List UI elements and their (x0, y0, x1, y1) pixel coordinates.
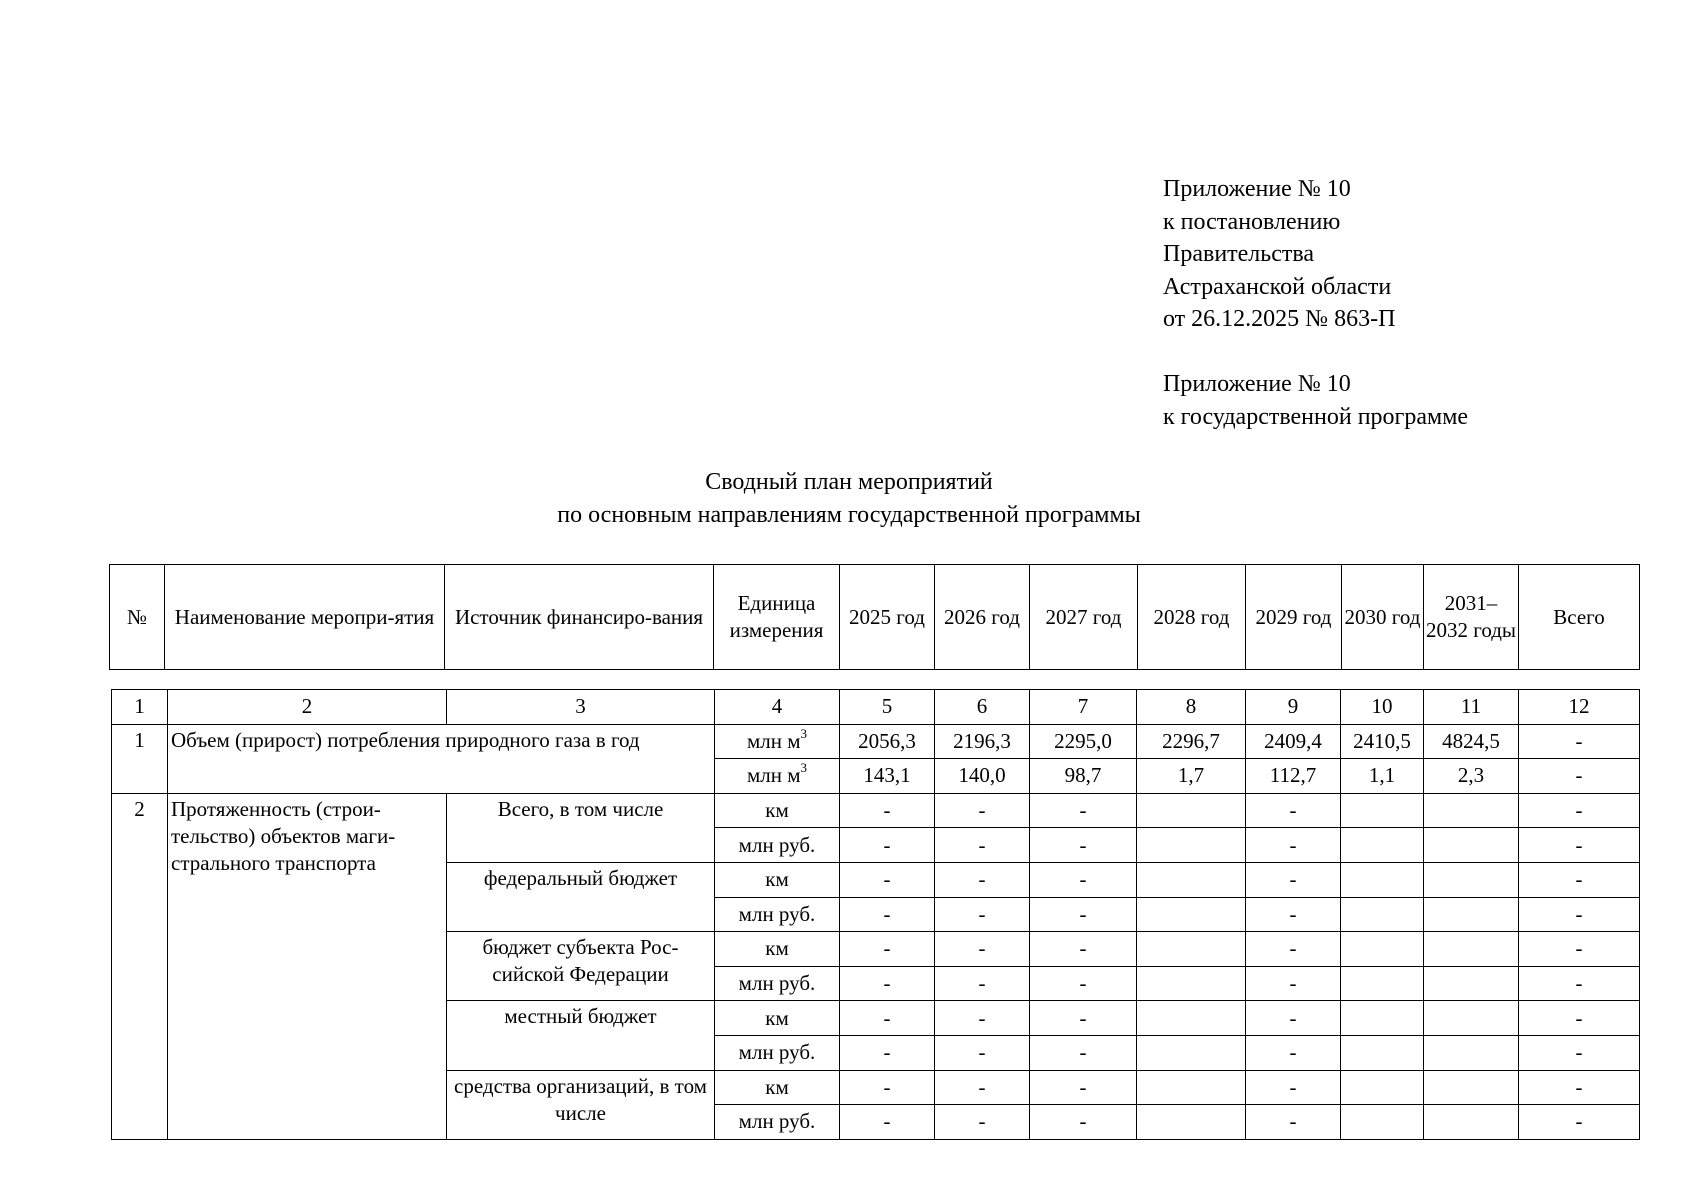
funding-source: бюджет субъекта Рос-сийской Федерации (447, 932, 715, 1001)
value-cell: - (1246, 828, 1341, 863)
value-cell: 143,1 (840, 759, 935, 794)
header-cell: Источник финансиро-вания (445, 565, 714, 670)
unit-superscript: 3 (800, 725, 808, 741)
value-cell: - (1246, 862, 1341, 897)
value-cell: 98,7 (1030, 759, 1137, 794)
header-cell: Наименование меропри-ятия (165, 565, 445, 670)
value-cell: - (840, 1070, 935, 1105)
appendix-header-decree (1163, 173, 1395, 336)
header-cell: 2026 год (935, 565, 1030, 670)
unit-cell: км (715, 862, 840, 897)
value-cell: - (1519, 932, 1640, 967)
funding-source: Всего, в том числе (447, 793, 715, 862)
value-cell (1424, 862, 1519, 897)
value-cell: - (1519, 966, 1640, 1001)
value-cell: 2296,7 (1137, 724, 1246, 759)
document-title (0, 466, 1698, 532)
appendix-line: от 26.12.2025 № 863-П (1163, 306, 1396, 332)
col-number-cell: 8 (1137, 690, 1246, 725)
value-cell: 2410,5 (1341, 724, 1424, 759)
value-cell: 2295,0 (1030, 724, 1137, 759)
value-cell (1137, 966, 1246, 1001)
row-number: 2 (112, 793, 168, 1139)
value-cell: - (935, 932, 1030, 967)
col-number-cell: 3 (447, 690, 715, 725)
value-cell: - (1246, 1001, 1341, 1036)
value-cell: - (935, 897, 1030, 932)
value-cell: 4824,5 (1424, 724, 1519, 759)
value-cell: - (935, 1070, 1030, 1105)
value-cell: - (840, 932, 935, 967)
value-cell: - (935, 828, 1030, 863)
value-cell: - (935, 966, 1030, 1001)
header-cell: 2027 год (1030, 565, 1138, 670)
value-cell (1341, 932, 1424, 967)
value-cell: - (1519, 1105, 1640, 1140)
title-line: по основным направлениям государственной программы (557, 502, 1141, 528)
value-cell (1137, 1105, 1246, 1140)
unit-cell (715, 759, 840, 794)
value-cell: - (840, 897, 935, 932)
col-number-cell: 10 (1341, 690, 1424, 725)
value-cell (1341, 828, 1424, 863)
col-number-cell: 11 (1424, 690, 1519, 725)
value-cell: - (1519, 862, 1640, 897)
value-cell (1424, 966, 1519, 1001)
value-cell: - (1519, 724, 1640, 759)
appendix-line: Приложение № 10 (1163, 371, 1351, 397)
col-number-cell: 1 (112, 690, 168, 725)
appendix-line: к государственной программе (1163, 403, 1469, 430)
value-cell (1137, 1001, 1246, 1036)
value-cell (1137, 793, 1246, 828)
value-cell: - (1519, 828, 1640, 863)
appendix-line: Приложение № 10 (1163, 176, 1351, 202)
value-cell: 140,0 (935, 759, 1030, 794)
value-cell (1424, 1035, 1519, 1070)
value-cell (1137, 932, 1246, 967)
col-number-cell: 6 (935, 690, 1030, 725)
value-cell: - (1030, 1001, 1137, 1036)
value-cell: - (1246, 966, 1341, 1001)
value-cell: - (1030, 793, 1137, 828)
value-cell (1341, 966, 1424, 1001)
unit-cell: млн руб. (715, 897, 840, 932)
header-cell: 2031–2032 годы (1424, 565, 1519, 670)
table-header (109, 564, 1640, 670)
value-cell (1341, 1105, 1424, 1140)
value-cell: 1,7 (1137, 759, 1246, 794)
header-cell: 2030 год (1342, 565, 1424, 670)
header-cell: 2025 год (840, 565, 935, 670)
value-cell: - (840, 828, 935, 863)
value-cell: - (935, 1035, 1030, 1070)
value-cell: - (840, 793, 935, 828)
value-cell: - (1246, 1070, 1341, 1105)
value-cell (1424, 793, 1519, 828)
unit-cell: км (715, 932, 840, 967)
col-number-cell: 4 (715, 690, 840, 725)
value-cell: - (1030, 828, 1137, 863)
value-cell (1341, 1035, 1424, 1070)
funding-source: местный бюджет (447, 1001, 715, 1070)
value-cell: 2196,3 (935, 724, 1030, 759)
col-number-cell: 7 (1030, 690, 1137, 725)
value-cell: - (840, 966, 935, 1001)
value-cell: - (1030, 1035, 1137, 1070)
value-cell: 1,1 (1341, 759, 1424, 794)
value-cell (1424, 932, 1519, 967)
value-cell (1424, 897, 1519, 932)
unit-cell: млн руб. (715, 828, 840, 863)
header-cell: 2028 год (1138, 565, 1246, 670)
unit-cell: км (715, 1001, 840, 1036)
value-cell (1341, 862, 1424, 897)
title-line: Сводный план мероприятий (705, 469, 993, 495)
value-cell: - (1519, 897, 1640, 932)
value-cell: 2056,3 (840, 724, 935, 759)
value-cell: - (840, 1105, 935, 1140)
value-cell (1137, 897, 1246, 932)
value-cell: - (1519, 1001, 1640, 1036)
value-cell: - (1246, 793, 1341, 828)
col-number-cell: 9 (1246, 690, 1341, 725)
value-cell (1137, 862, 1246, 897)
col-number-cell: 12 (1519, 690, 1640, 725)
value-cell: 2,3 (1424, 759, 1519, 794)
value-cell: 112,7 (1246, 759, 1341, 794)
value-cell: - (935, 793, 1030, 828)
value-cell: - (1030, 897, 1137, 932)
appendix-header-program (1163, 368, 1468, 433)
header-cell: 2029 год (1246, 565, 1342, 670)
value-cell: - (935, 1001, 1030, 1036)
col-number-cell: 5 (840, 690, 935, 725)
value-cell: - (1030, 862, 1137, 897)
appendix-line: Правительства (1163, 241, 1315, 267)
row-number: 1 (112, 724, 168, 793)
header-cell: Единица измерения (714, 565, 840, 670)
table-row (112, 690, 1640, 725)
unit-text: млн м (746, 728, 801, 753)
value-cell (1341, 1070, 1424, 1105)
value-cell (1341, 897, 1424, 932)
unit-cell: км (715, 1070, 840, 1105)
value-cell: 2409,4 (1246, 724, 1341, 759)
value-cell: - (1246, 897, 1341, 932)
value-cell: - (1246, 1035, 1341, 1070)
value-cell: - (935, 862, 1030, 897)
value-cell: - (935, 1105, 1030, 1140)
value-cell (1137, 1035, 1246, 1070)
value-cell: - (1246, 932, 1341, 967)
value-cell: - (1030, 966, 1137, 1001)
value-cell (1137, 828, 1246, 863)
value-cell: - (1030, 1070, 1137, 1105)
col-number-cell: 2 (168, 690, 447, 725)
value-cell: - (1246, 1105, 1341, 1140)
unit-superscript: 3 (800, 760, 808, 776)
value-cell: - (840, 1001, 935, 1036)
measure-name: Объем (прирост) потребления природного газа в год (168, 724, 715, 793)
value-cell: - (1519, 793, 1640, 828)
appendix-line: к постановлению (1163, 208, 1341, 235)
value-cell: - (1030, 1105, 1137, 1140)
table-body (111, 689, 1640, 1140)
measure-name: Протяженность (строи-тельство) объектов маги-стрального транспорта (168, 793, 447, 1139)
funding-source: средства организаций, в том числе (447, 1070, 715, 1139)
value-cell (1137, 1070, 1246, 1105)
header-cell: Всего (1519, 565, 1640, 670)
value-cell: - (1519, 1070, 1640, 1105)
table-row (112, 724, 1640, 759)
unit-cell: млн руб. (715, 1035, 840, 1070)
value-cell (1424, 1105, 1519, 1140)
header-cell: № (110, 565, 165, 670)
value-cell (1424, 1001, 1519, 1036)
unit-cell: млн руб. (715, 1105, 840, 1140)
value-cell: - (1030, 932, 1137, 967)
unit-cell: км (715, 793, 840, 828)
value-cell (1424, 828, 1519, 863)
value-cell (1341, 1001, 1424, 1036)
value-cell: - (1519, 1035, 1640, 1070)
value-cell: - (1519, 759, 1640, 794)
value-cell: - (840, 862, 935, 897)
funding-source: федеральный бюджет (447, 862, 715, 931)
table-row (112, 793, 1640, 828)
unit-text: млн м (746, 763, 801, 788)
unit-cell: млн руб. (715, 966, 840, 1001)
value-cell: - (840, 1035, 935, 1070)
appendix-line: Астраханской области (1163, 273, 1392, 300)
unit-cell (715, 724, 840, 759)
value-cell (1424, 1070, 1519, 1105)
value-cell (1341, 793, 1424, 828)
